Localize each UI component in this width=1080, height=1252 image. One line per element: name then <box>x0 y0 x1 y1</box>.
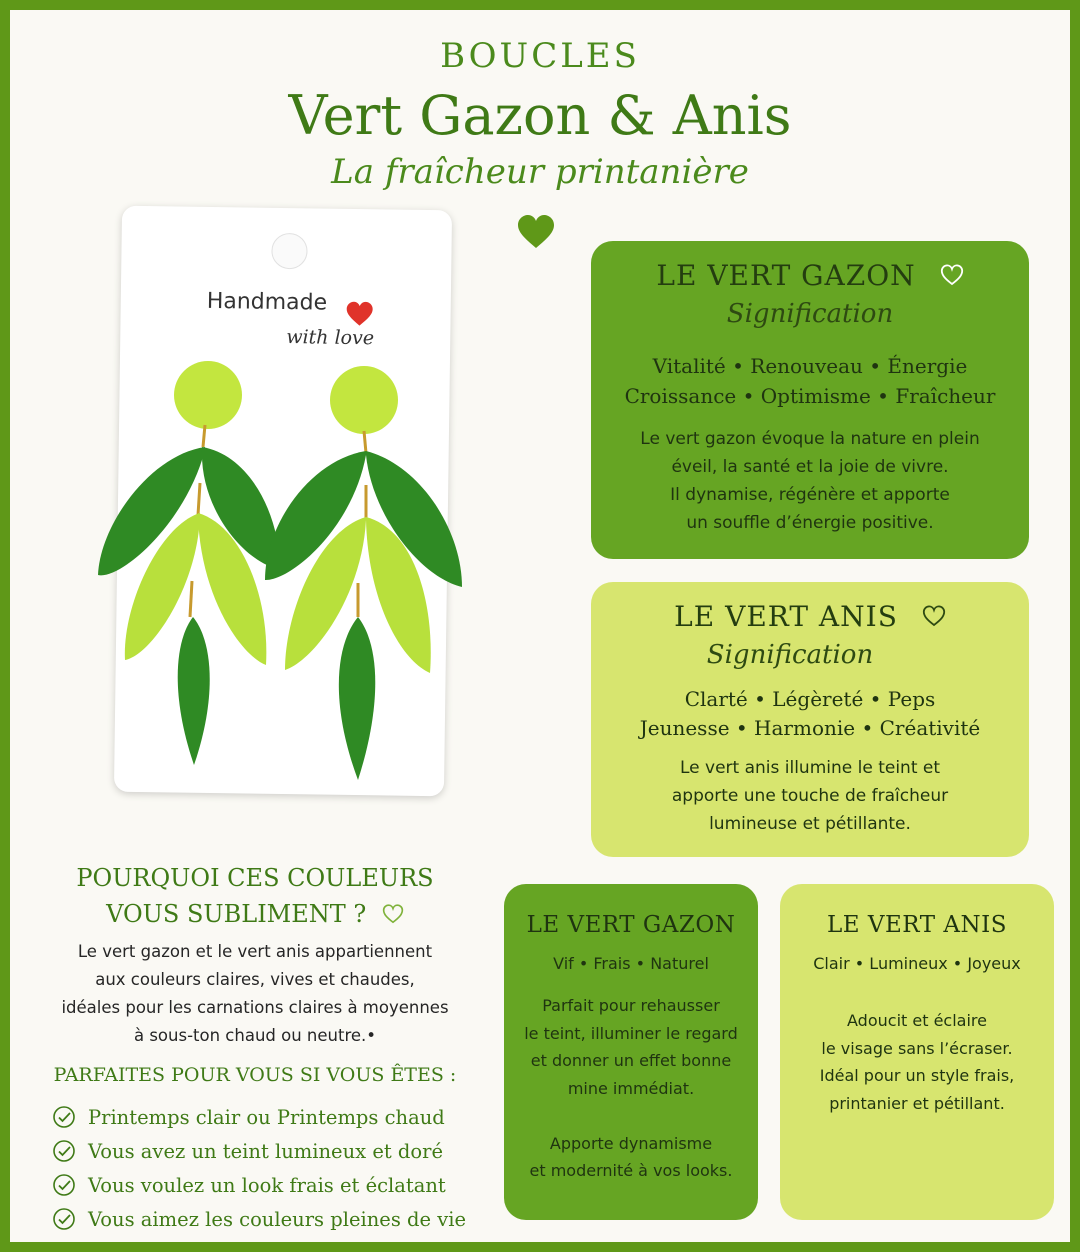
keywords-line: Vif • Frais • Naturel <box>553 954 709 973</box>
heart-outline-icon <box>922 605 946 627</box>
description-line: éveil, la santé et la joie de vivre. <box>671 457 949 477</box>
page-title: Vert Gazon & Anis <box>288 84 792 147</box>
description-line: et donner un effet bonne <box>530 1051 732 1070</box>
why-body-line: à sous-ton chaud ou neutre.• <box>133 1026 377 1045</box>
right-earring <box>265 366 462 780</box>
description-line: Il dynamise, régénère et apporte <box>670 485 950 505</box>
description-line: mine immédiat. <box>567 1079 695 1098</box>
checklist-text: Vous voulez un look frais et éclatant <box>88 1173 446 1197</box>
card-title <box>591 259 1029 292</box>
earrings-illustration <box>90 355 480 785</box>
checklist-item <box>52 1134 482 1168</box>
keywords-line: Vitalité • Renouveau • Énergie <box>652 354 968 378</box>
why-body-line: Le vert gazon et le vert anis appartiennent <box>77 942 433 961</box>
description-line: Parfait pour rehausser <box>542 996 720 1015</box>
header-kicker: BOUCLES <box>440 36 640 76</box>
card-title: LE VERT ANIS <box>827 912 1007 938</box>
description-line: Apporte dynamisme <box>549 1134 713 1153</box>
check-circle-icon <box>52 1105 76 1129</box>
checklist <box>52 1100 482 1236</box>
brand-with-love: with love <box>286 326 375 350</box>
brand-handmade: Handmade <box>206 288 328 316</box>
left-earring <box>98 361 280 765</box>
signification-label: Signification <box>726 299 894 329</box>
card-vert-anis <box>591 582 1029 857</box>
why-body-line: aux couleurs claires, vives et chaudes, <box>95 970 415 989</box>
keywords-line: Croissance • Optimisme • Fraîcheur <box>624 384 996 408</box>
description-line: et modernité à vos looks. <box>529 1161 733 1180</box>
description-line: lumineuse et pétillante. <box>709 814 911 834</box>
why-body-line: idéales pour les carnations claires à moyennes <box>61 998 449 1017</box>
heart-icon <box>344 301 374 327</box>
why-title-line <box>30 896 480 932</box>
checklist-text: Printemps clair ou Printemps chaud <box>88 1105 445 1129</box>
description-line: Le vert anis illumine le teint et <box>679 758 941 778</box>
keywords-line: Jeunesse • Harmonie • Créativité <box>639 716 981 740</box>
checklist-item <box>52 1100 482 1134</box>
keywords-line: Clair • Lumineux • Joyeux <box>813 954 1021 973</box>
perfect-for-title: PARFAITES POUR VOUS SI VOUS ÊTES : <box>53 1064 457 1086</box>
why-title <box>30 860 480 932</box>
card-title-text: LE VERT GAZON <box>656 259 916 292</box>
card-small-vert-gazon <box>504 884 758 1220</box>
description-line: Adoucit et éclaire <box>847 1011 987 1030</box>
description-line: Le vert gazon évoque la nature en plein <box>640 429 980 449</box>
heart-outline-icon <box>940 264 964 286</box>
check-circle-icon <box>52 1139 76 1163</box>
card-title <box>591 600 1029 633</box>
signification-label: Signification <box>706 640 874 670</box>
check-circle-icon <box>52 1207 76 1231</box>
card-hang-hole <box>271 233 307 269</box>
checklist-text: Vous aimez les couleurs pleines de vie <box>88 1207 467 1231</box>
heart-outline-icon <box>382 904 404 924</box>
keywords-line: Clarté • Légèreté • Peps <box>684 687 936 711</box>
checklist-item <box>52 1202 482 1236</box>
description-line: Idéal pour un style frais, <box>819 1066 1015 1085</box>
heart-icon <box>516 214 556 250</box>
page-subtitle: La fraîcheur printanière <box>331 152 749 192</box>
card-title: LE VERT GAZON <box>526 912 736 938</box>
card-title-text: LE VERT ANIS <box>674 600 898 633</box>
why-title-line: POURQUOI CES COULEURS <box>76 864 434 892</box>
card-small-vert-anis <box>780 884 1054 1220</box>
description-line: printanier et pétillant. <box>829 1094 1005 1113</box>
description-line: le visage sans l’écraser. <box>821 1039 1013 1058</box>
description-line: le teint, illuminer le regard <box>524 1024 738 1043</box>
card-vert-gazon <box>591 241 1029 559</box>
check-circle-icon <box>52 1173 76 1197</box>
checklist-item <box>52 1168 482 1202</box>
checklist-text: Vous avez un teint lumineux et doré <box>88 1139 444 1163</box>
why-body <box>30 938 480 1050</box>
description-line: apporte une touche de fraîcheur <box>671 786 949 806</box>
why-title-line2-text: VOUS SUBLIMENT ? <box>106 900 367 928</box>
description-line: un souffle d’énergie positive. <box>686 513 934 533</box>
